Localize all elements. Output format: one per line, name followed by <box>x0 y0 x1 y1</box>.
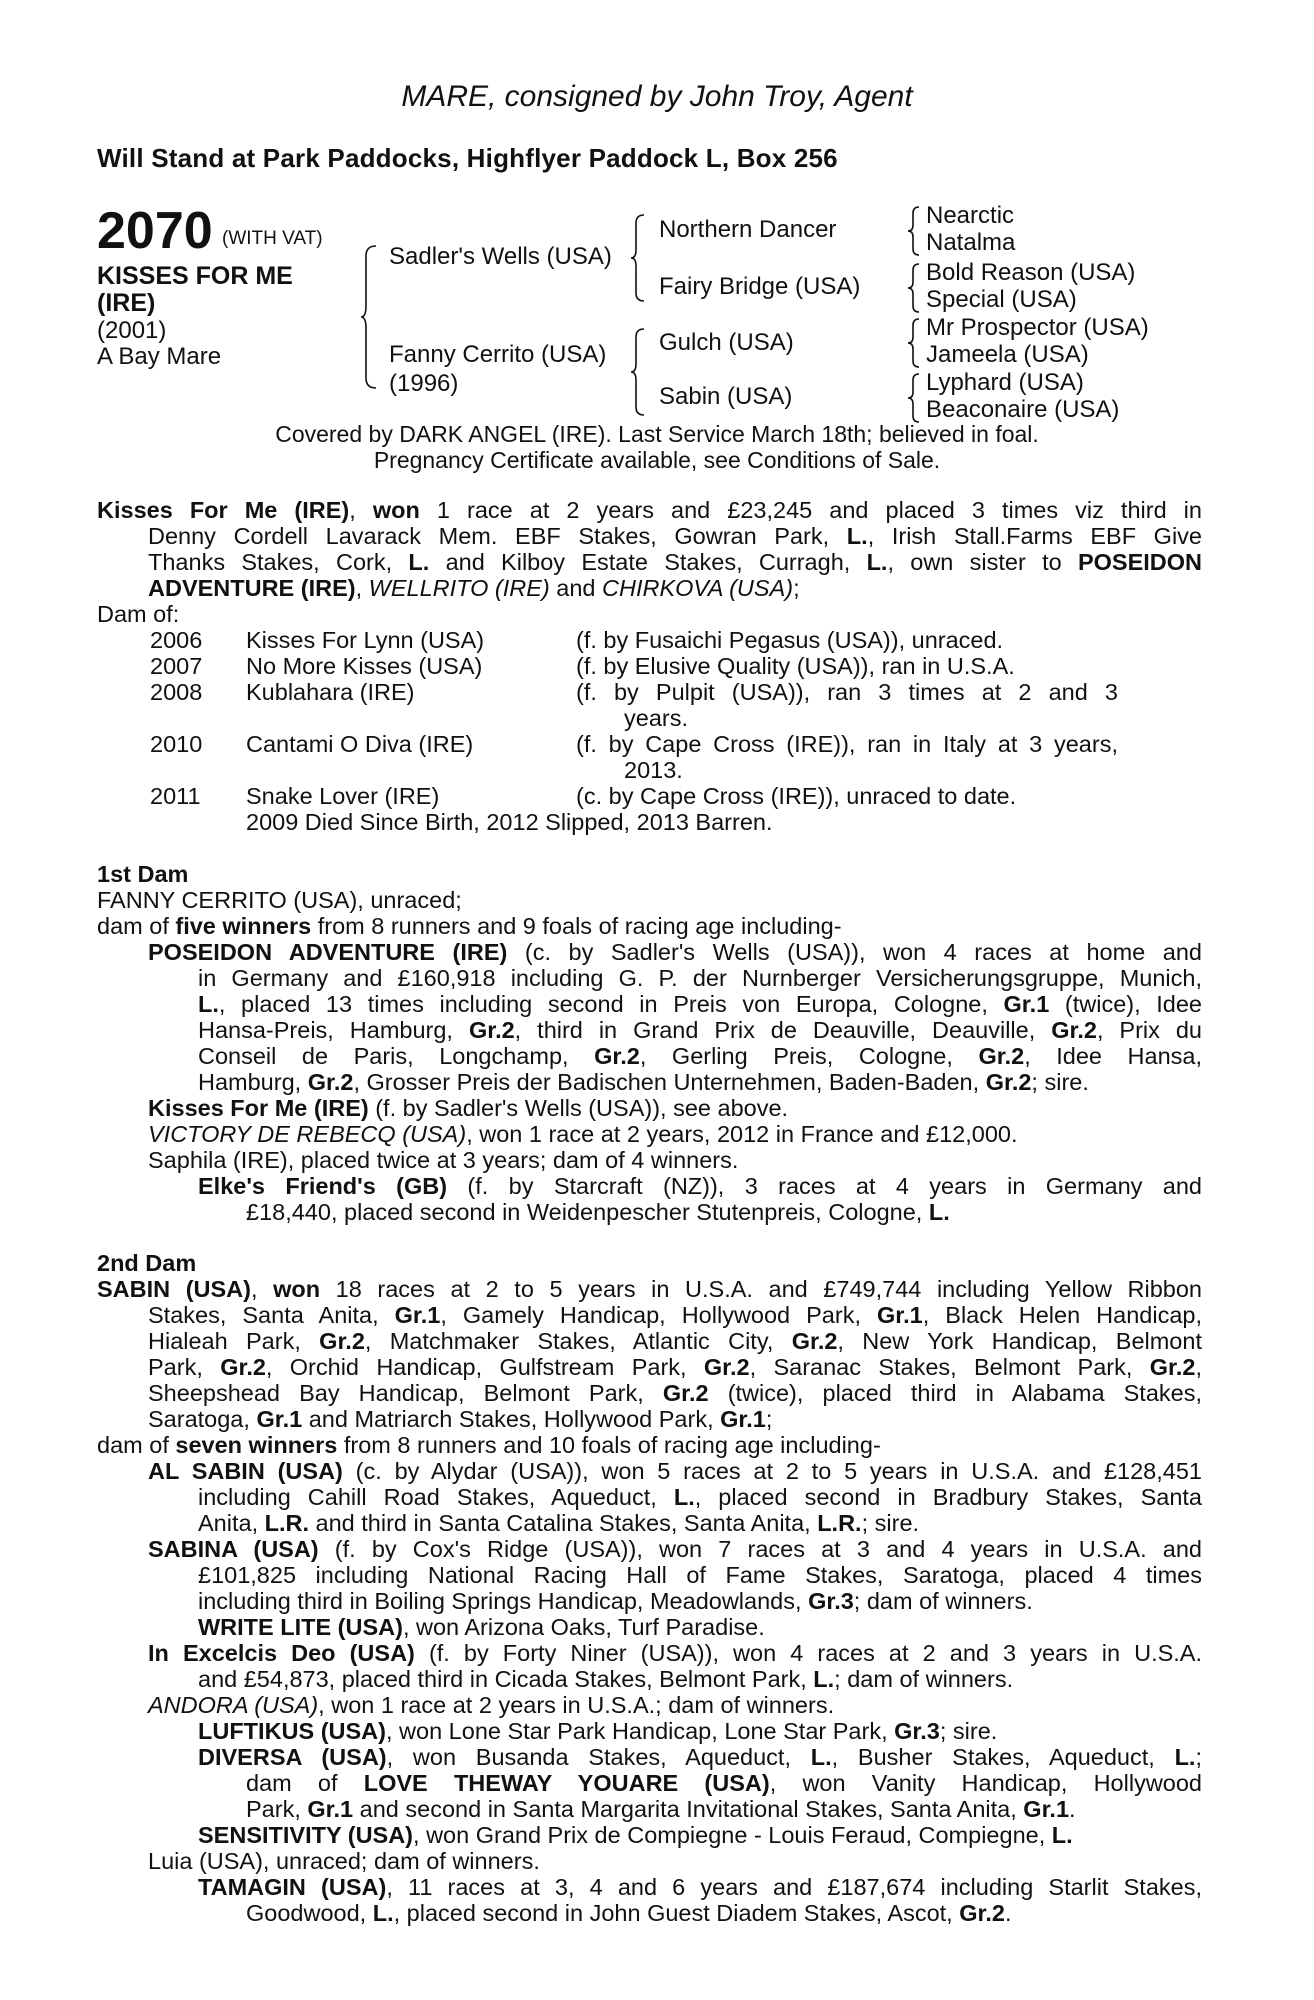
pedigree-dsd: Jameela (USA) <box>926 341 1089 368</box>
andora-line: ANDORA (USA), won 1 race at 2 years in U.S.A.; dam of winners. <box>148 1692 835 1718</box>
stand-line: Will Stand at Park Paddocks, Highflyer Paddock L, Box 256 <box>97 143 838 173</box>
pedigree-brace-ss <box>906 204 922 258</box>
produce-info: (f. by Pulpit (USA)), ran 3 times at 2 and 3 <box>576 679 1118 705</box>
pedigree-dss: Mr Prospector (USA) <box>926 314 1149 341</box>
second-dam-heading: 2nd Dam <box>97 1250 197 1276</box>
poseidon-line-5: Conseil de Paris, Longchamp, Gr.2, Gerling Preis, Cologne, Gr.2, Idee Hansa, <box>198 1043 1202 1069</box>
al-sabin-line-3: Anita, L.R. and third in Santa Catalina Stakes, Santa Anita, L.R.; sire. <box>198 1510 920 1536</box>
intro-line-4: ADVENTURE (IRE), WELLRITO (IRE) and CHIRKOVA (USA); <box>148 575 800 601</box>
tamagin-line-2: Goodwood, L., placed second in John Guest Diadem Stakes, Ascot, Gr.2. <box>246 1900 1012 1926</box>
produce-year: 2010 <box>150 731 203 757</box>
sabina-line-1: SABINA (USA) (f. by Cox's Ridge (USA)), won 7 races at 3 and 4 years in U.S.A. and <box>148 1536 1202 1562</box>
intro-line-3: Thanks Stakes, Cork, L. and Kilboy Estate Stakes, Curragh, L., own sister to POSEIDON <box>148 549 1203 575</box>
tamagin-line-1: TAMAGIN (USA), 11 races at 3, 4 and 6 years and £187,674 including Starlit Stakes, <box>198 1874 1202 1900</box>
first-dam-heading: 1st Dam <box>97 861 189 887</box>
sabin-line-3: Hialeah Park, Gr.2, Matchmaker Stakes, Atlantic City, Gr.2, New York Handicap, Belmont <box>148 1328 1202 1354</box>
poseidon-line-6: Hamburg, Gr.2, Grosser Preis der Badischen Unternehmen, Baden-Baden, Gr.2; sire. <box>198 1069 1089 1095</box>
produce-name: No More Kisses (USA) <box>246 653 483 679</box>
produce-name: Cantami O Diva (IRE) <box>246 731 474 757</box>
sabin-line-6: Saratoga, Gr.1 and Matriarch Stakes, Hollywood Park, Gr.1; <box>148 1406 773 1432</box>
in-excelcis-deo-line-2: and £54,873, placed third in Cicada Stakes, Belmont Park, L.; dam of winners. <box>198 1666 1014 1692</box>
vat-note: (WITH VAT) <box>222 228 323 249</box>
sabin-line-2: Stakes, Santa Anita, Gr.1, Gamely Handicap, Hollywood Park, Gr.1, Black Helen Handicap, <box>148 1302 1202 1328</box>
pedigree-brace-sire <box>630 212 648 304</box>
elkes-friend-line-2: £18,440, placed second in Weidenpescher Stutenpreis, Cologne, L. <box>246 1199 950 1225</box>
pedigree-brace-ds <box>906 316 922 370</box>
pedigree-dam-sire: Gulch (USA) <box>659 329 794 356</box>
horse-description: A Bay Mare <box>97 343 222 370</box>
intro-line-2: Denny Cordell Lavarack Mem. EBF Stakes, Gowran Park, L., Irish Stall.Farms EBF Give <box>148 523 1203 549</box>
produce-info: (f. by Cape Cross (IRE)), ran in Italy at 3 years, <box>576 731 1118 757</box>
sensitivity-line: SENSITIVITY (USA), won Grand Prix de Compiegne - Louis Feraud, Compiegne, L. <box>198 1822 1073 1848</box>
pedigree-ddd: Beaconaire (USA) <box>926 396 1120 423</box>
pedigree-dam-dam: Sabin (USA) <box>659 383 793 410</box>
first-dam-line-2: dam of five winners from 8 runners and 9 foals of racing age including- <box>97 913 842 939</box>
pedigree-dam-year: (1996) <box>389 370 459 397</box>
pedigree-sss: Nearctic <box>926 202 1015 229</box>
pedigree-sire-dam: Fairy Bridge (USA) <box>659 273 861 300</box>
pedigree-dam: Fanny Cerrito (USA) <box>389 341 607 368</box>
produce-name: Snake Lover (IRE) <box>246 783 440 809</box>
produce-note: 2009 Died Since Birth, 2012 Slipped, 2013 Barren. <box>246 809 773 835</box>
produce-info: (f. by Elusive Quality (USA)), ran in U.S.A. <box>576 653 1015 679</box>
sabin-line-5: Sheepshead Bay Handicap, Belmont Park, Gr.2 (twice), placed third in Alabama Stakes, <box>148 1380 1202 1406</box>
poseidon-line-4: Hansa-Preis, Hamburg, Gr.2, third in Grand Prix de Deauville, Deauville, Gr.2, Prix du <box>198 1017 1202 1043</box>
luftikus-line: LUFTIKUS (USA), won Lone Star Park Handicap, Lone Star Park, Gr.3; sire. <box>198 1718 998 1744</box>
write-lite-line: WRITE LITE (USA), won Arizona Oaks, Turf Paradise. <box>198 1614 765 1640</box>
al-sabin-line-2: including Cahill Road Stakes, Aqueduct, L., placed second in Bradbury Stakes, Santa <box>198 1484 1202 1510</box>
horse-name-line1: KISSES FOR ME <box>97 262 293 290</box>
in-excelcis-deo-line-1: In Excelcis Deo (USA) (f. by Forty Niner (USA)), won 4 races at 2 and 3 years in U.S.A. <box>148 1640 1203 1666</box>
pedigree-brace-main <box>360 242 380 392</box>
first-dam-line-1: FANNY CERRITO (USA), unraced; <box>97 887 462 913</box>
covered-line: Covered by DARK ANGEL (IRE). Last Service March 18th; believed in foal. <box>275 421 1039 447</box>
consignment-line: MARE, consigned by John Troy, Agent <box>401 80 913 113</box>
al-sabin-line-1: AL SABIN (USA) (c. by Alydar (USA)), won 5 races at 2 to 5 years in U.S.A. and £128,451 <box>148 1458 1202 1484</box>
produce-year: 2007 <box>150 653 203 679</box>
pedigree-dds: Lyphard (USA) <box>926 369 1084 396</box>
produce-name: Kublahara (IRE) <box>246 679 415 705</box>
pedigree-brace-sd <box>906 261 922 315</box>
sabina-line-3: including third in Boiling Springs Handicap, Meadowlands, Gr.3; dam of winners. <box>198 1588 1033 1614</box>
luia-line: Luia (USA), unraced; dam of winners. <box>148 1848 540 1874</box>
poseidon-line-2: in Germany and £160,918 including G. P. der Nurnberger Versicherungsgruppe, Munich, <box>198 965 1202 991</box>
pedigree-brace-dam <box>630 326 648 418</box>
produce-name: Kisses For Lynn (USA) <box>246 627 485 653</box>
horse-year: (2001) <box>97 317 167 344</box>
kisses-for-me-line: Kisses For Me (IRE) (f. by Sadler's Wells (USA)), see above. <box>148 1095 789 1121</box>
pedigree-ssd: Natalma <box>926 229 1016 256</box>
sabin-line-1: SABIN (USA), won 18 races at 2 to 5 years in U.S.A. and £749,744 including Yellow Ribbon <box>97 1276 1202 1302</box>
pedigree-sds: Bold Reason (USA) <box>926 259 1136 286</box>
produce-year: 2008 <box>150 679 203 705</box>
pregnancy-line: Pregnancy Certificate available, see Conditions of Sale. <box>373 447 941 473</box>
diversa-line-2: dam of LOVE THEWAY YOUARE (USA), won Vanity Handicap, Hollywood <box>246 1770 1202 1796</box>
produce-info: (f. by Fusaichi Pegasus (USA)), unraced. <box>576 627 1004 653</box>
poseidon-line-3: L., placed 13 times including second in Preis von Europa, Cologne, Gr.1 (twice), Idee <box>198 991 1202 1017</box>
victory-de-rebecq-line: VICTORY DE REBECQ (USA), won 1 race at 2 years, 2012 in France and £12,000. <box>148 1121 1018 1147</box>
poseidon-line-1: POSEIDON ADVENTURE (IRE) (c. by Sadler's Wells (USA)), won 4 races at home and <box>148 939 1202 965</box>
sabin-line-4: Park, Gr.2, Orchid Handicap, Gulfstream Park, Gr.2, Saranac Stakes, Belmont Park, Gr.2, <box>148 1354 1202 1380</box>
produce-year: 2011 <box>150 783 201 809</box>
produce-info-cont: years. <box>624 705 688 731</box>
lot-number: 2070 <box>97 202 213 260</box>
produce-info: (c. by Cape Cross (IRE)), unraced to date. <box>576 783 1017 809</box>
pedigree-brace-dd <box>906 371 922 425</box>
pedigree-sire: Sadler's Wells (USA) <box>389 243 612 270</box>
pedigree-sire-sire: Northern Dancer <box>659 216 837 243</box>
saphila-line: Saphila (IRE), placed twice at 3 years; dam of 4 winners. <box>148 1147 739 1173</box>
produce-info-cont: 2013. <box>624 757 683 783</box>
horse-name-line2: (IRE) <box>97 289 156 317</box>
intro-line-1: Kisses For Me (IRE), won 1 race at 2 years and £23,245 and placed 3 times viz third in <box>97 497 1202 523</box>
diversa-line-3: Park, Gr.1 and second in Santa Margarita Invitational Stakes, Santa Anita, Gr.1. <box>246 1796 1076 1822</box>
dam-of-label: Dam of: <box>97 601 180 627</box>
diversa-line-1: DIVERSA (USA), won Busanda Stakes, Aqueduct, L., Busher Stakes, Aqueduct, L.; <box>198 1744 1202 1770</box>
sabina-line-2: £101,825 including National Racing Hall of Fame Stakes, Saratoga, placed 4 times <box>198 1562 1202 1588</box>
second-dam-winners-line: dam of seven winners from 8 runners and 10 foals of racing age including- <box>97 1432 881 1458</box>
elkes-friend-line-1: Elke's Friend's (GB) (f. by Starcraft (NZ)), 3 races at 4 years in Germany and <box>198 1173 1202 1199</box>
produce-year: 2006 <box>150 627 203 653</box>
pedigree-sdd: Special (USA) <box>926 286 1077 313</box>
